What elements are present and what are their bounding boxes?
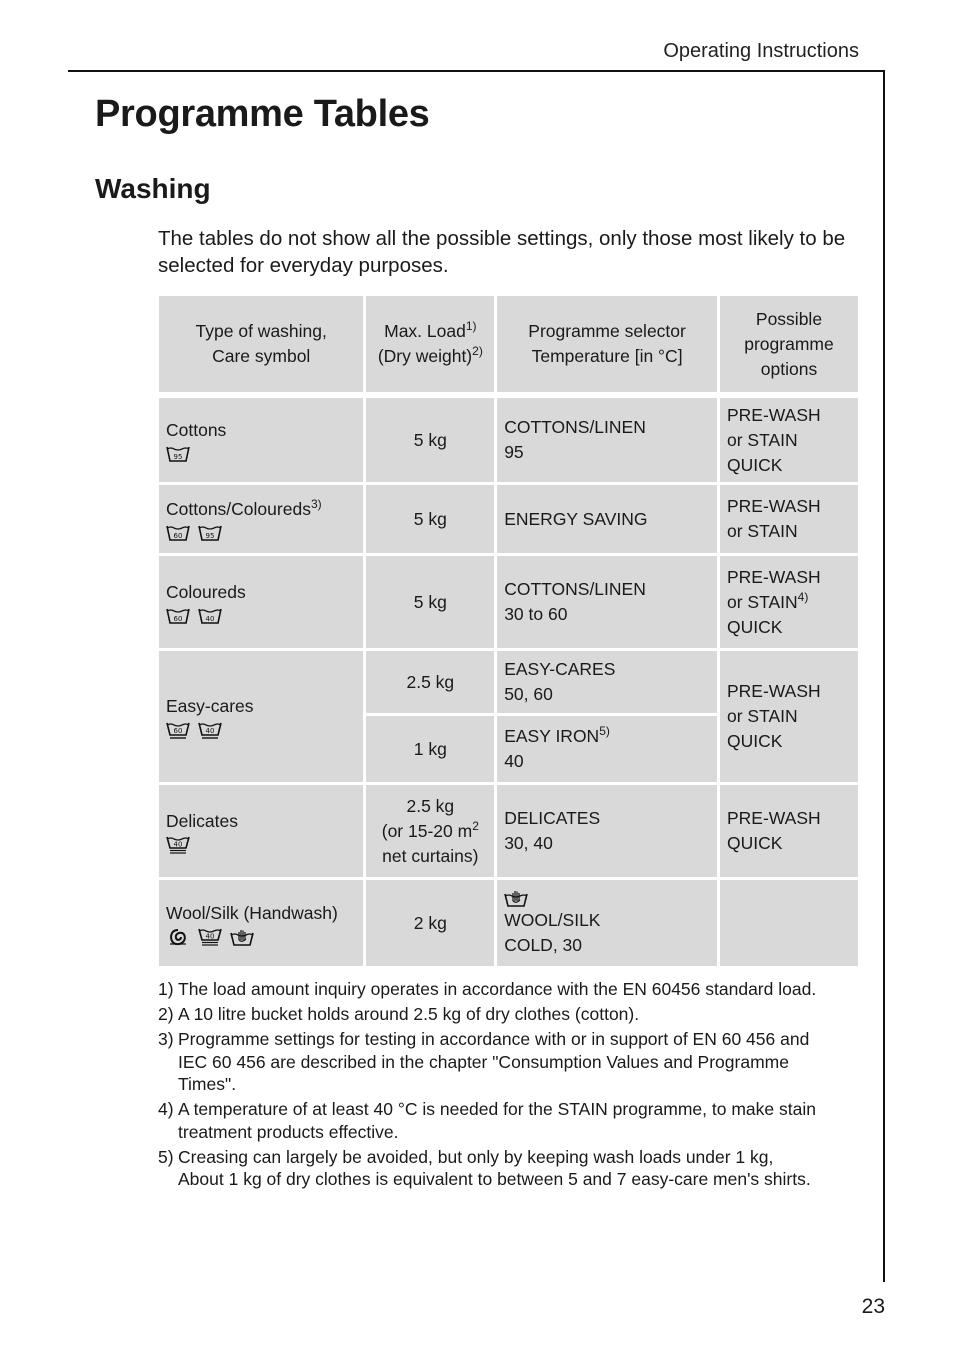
footnote-ref: 2) xyxy=(472,344,483,358)
options-cell xyxy=(720,651,858,782)
header-type-line2: Care symbol xyxy=(212,346,311,366)
wash-95-icon xyxy=(198,524,222,542)
load-cell xyxy=(366,785,494,877)
programme-temp: 30, 40 xyxy=(504,833,553,853)
option-line: PRE-WASH xyxy=(726,496,821,516)
footnote-ref: 1) xyxy=(465,319,477,333)
footnotes xyxy=(158,978,818,1193)
header-type xyxy=(159,296,363,392)
wash-40-icon xyxy=(198,607,222,625)
table-row-delicates xyxy=(159,785,858,877)
superscript: 2 xyxy=(472,818,479,833)
wash-temp-label: 95 xyxy=(205,531,215,540)
programme-name: COTTONS/LINEN xyxy=(504,417,646,437)
header-load-text2: (Dry weight) xyxy=(377,346,473,366)
header-opt-line3: options xyxy=(760,358,818,379)
footnote-number: 3) xyxy=(158,1029,174,1049)
footnote-item xyxy=(158,1003,818,1026)
options-cell xyxy=(720,880,858,966)
header-type-line1: Type of washing, xyxy=(195,321,327,341)
type-label xyxy=(166,497,356,522)
wash-60-icon xyxy=(166,524,190,542)
programme-temp: 40 xyxy=(504,751,524,771)
option-line: QUICK xyxy=(726,731,783,751)
options-cell xyxy=(720,785,858,877)
header-programme xyxy=(497,296,717,392)
option-line: PRE-WASH xyxy=(726,681,821,701)
footnote-ref: 5) xyxy=(599,724,610,738)
footnote-text: A 10 litre bucket holds around 2.5 kg of dry clothes (cotton). xyxy=(178,1004,640,1024)
type-label: Easy-cares xyxy=(166,696,254,716)
header-load-text1: Max. Load xyxy=(384,321,466,341)
programme-temp: 95 xyxy=(504,442,524,462)
type-text: Cottons/Coloureds xyxy=(166,498,311,519)
hand-wash-icon xyxy=(230,928,254,946)
table-row-coloureds xyxy=(159,556,858,648)
footnote-text: A temperature of at least 40 °C is needed for the STAIN programme, to make stain treatment products effective. xyxy=(178,1099,816,1142)
wash-95-icon xyxy=(166,445,190,463)
programme-text: EASY IRON xyxy=(504,726,600,746)
header-row xyxy=(159,296,858,392)
load-cell: 1 kg xyxy=(366,716,494,782)
type-cell xyxy=(159,880,363,966)
table-row-cottons xyxy=(159,398,858,482)
header-prog-line1: Programme selector xyxy=(528,321,686,341)
hand-wash-icon xyxy=(504,889,528,907)
table-row-wool-silk xyxy=(159,880,858,966)
care-symbols xyxy=(166,524,356,542)
wash-40-gentle-icon xyxy=(198,721,222,739)
programme-name: COTTONS/LINEN xyxy=(504,579,646,599)
care-symbols xyxy=(166,928,356,946)
option-line xyxy=(727,590,851,615)
option-line: PRE-WASH xyxy=(726,566,821,587)
option-line: or STAIN xyxy=(726,429,798,450)
programme-name: DELICATES xyxy=(504,808,601,828)
intro-paragraph: The tables do not show all the possible settings, only those most likely to be selected for everyday purposes. xyxy=(158,227,846,277)
footnote-item xyxy=(158,1146,818,1191)
wash-40-delicate-icon xyxy=(198,928,222,946)
side-rule xyxy=(883,70,885,1282)
load-cell: 2.5 kg xyxy=(366,651,494,713)
type-cell xyxy=(159,485,363,553)
wash-temp-label: 60 xyxy=(173,531,183,540)
load-cell: 5 kg xyxy=(366,556,494,648)
wash-temp-label: 95 xyxy=(173,452,183,461)
programme-cell xyxy=(497,880,717,966)
type-label: Cottons xyxy=(166,419,227,440)
footnote-text: Programme settings for testing in accordance with or in support of EN 60 456 and IEC 60 456 are described in the chapter "Consumption Values and Programme Times". xyxy=(178,1029,810,1094)
footnote-number: 5) xyxy=(158,1146,174,1167)
header-load-line1 xyxy=(373,319,487,344)
options-cell xyxy=(720,398,858,482)
load-line: 2.5 kg xyxy=(406,795,455,816)
header-load-line2 xyxy=(373,344,487,369)
wash-60-gentle-icon xyxy=(166,721,190,739)
programme-temp: 50, 60 xyxy=(504,684,553,704)
programme-name: WOOL/SILK xyxy=(504,909,601,930)
programme-cell xyxy=(497,556,717,648)
type-cell xyxy=(159,651,363,782)
options-cell xyxy=(720,556,858,648)
header-opt-line2: programme xyxy=(744,333,834,354)
footnote-text: Creasing can largely be avoided, but only by keeping wash loads under 1 kg, About 1 kg of dry clothes is equivalent to between 5 and 7 easy-care men's shirts. xyxy=(178,1146,811,1189)
footnote-ref: 4) xyxy=(797,589,809,604)
type-label: Delicates xyxy=(166,810,238,831)
wash-temp-label: 60 xyxy=(173,727,183,735)
programme-table xyxy=(156,293,861,969)
wash-60-icon xyxy=(166,607,190,625)
programme-cell xyxy=(497,716,717,782)
option-line: or STAIN xyxy=(726,521,798,541)
table-row-cottons-coloureds xyxy=(159,485,858,553)
type-label: Wool/Silk (Handwash) xyxy=(166,902,338,923)
section-title: Washing xyxy=(95,173,211,204)
page-title: Programme Tables xyxy=(95,93,430,135)
option-line: QUICK xyxy=(726,616,783,637)
header-load xyxy=(366,296,494,392)
option-line: PRE-WASH xyxy=(726,808,821,828)
footnote-item xyxy=(158,1028,818,1096)
care-symbols xyxy=(166,445,356,463)
page-number: 23 xyxy=(861,1295,885,1318)
wash-temp-label: 40 xyxy=(205,727,215,735)
programme-temp: 30 to 60 xyxy=(504,604,568,624)
load-cell: 5 kg xyxy=(366,485,494,553)
type-label: Coloureds xyxy=(166,581,246,602)
header-rule xyxy=(68,70,885,72)
load-cell: 5 kg xyxy=(366,398,494,482)
options-cell xyxy=(720,485,858,553)
wash-temp-label: 60 xyxy=(173,614,183,623)
programme-name: EASY-CARES xyxy=(504,659,616,679)
programme-cell xyxy=(497,785,717,877)
header-options xyxy=(720,296,858,392)
type-cell xyxy=(159,398,363,482)
programme-name xyxy=(504,724,710,749)
load-text: (or 15-20 m xyxy=(381,820,473,841)
table-row-easy-cares-a xyxy=(159,651,858,713)
woolmark-icon xyxy=(166,928,190,946)
option-line: PRE-WASH xyxy=(726,404,821,425)
footnote-text: The load amount inquiry operates in accordance with the EN 60456 standard load. xyxy=(178,979,817,999)
programme-temp: COLD, 30 xyxy=(504,934,583,955)
footnote-number: 1) xyxy=(158,979,174,999)
header-prog-line2: Temperature [in °C] xyxy=(531,346,683,366)
footnote-item xyxy=(158,1098,818,1143)
header-opt-line1: Possible xyxy=(755,308,823,329)
wash-temp-label: 40 xyxy=(205,614,215,623)
option-text: or STAIN xyxy=(726,591,798,612)
type-cell xyxy=(159,785,363,877)
footnote-ref: 3) xyxy=(310,496,322,511)
load-cell: 2 kg xyxy=(366,880,494,966)
care-symbols xyxy=(166,836,356,854)
care-symbols xyxy=(166,607,356,625)
wash-temp-label: 40 xyxy=(173,840,183,848)
programme-cell xyxy=(497,651,717,713)
wash-temp-label: 40 xyxy=(205,932,215,940)
option-line: or STAIN xyxy=(726,706,798,726)
wash-40-delicate-icon xyxy=(166,836,190,854)
programme-name: ENERGY SAVING xyxy=(504,508,648,529)
care-symbols xyxy=(166,721,356,739)
load-line: net curtains) xyxy=(382,845,479,866)
care-symbols xyxy=(504,889,710,907)
option-line: QUICK xyxy=(726,833,783,853)
load-line xyxy=(373,819,487,844)
footnote-number: 4) xyxy=(158,1099,174,1119)
option-line: QUICK xyxy=(726,454,783,475)
running-header: Operating Instructions xyxy=(663,40,859,62)
footnote-item xyxy=(158,978,818,1001)
programme-cell xyxy=(497,398,717,482)
footnote-number: 2) xyxy=(158,1004,174,1024)
programme-cell xyxy=(497,485,717,553)
type-cell xyxy=(159,556,363,648)
